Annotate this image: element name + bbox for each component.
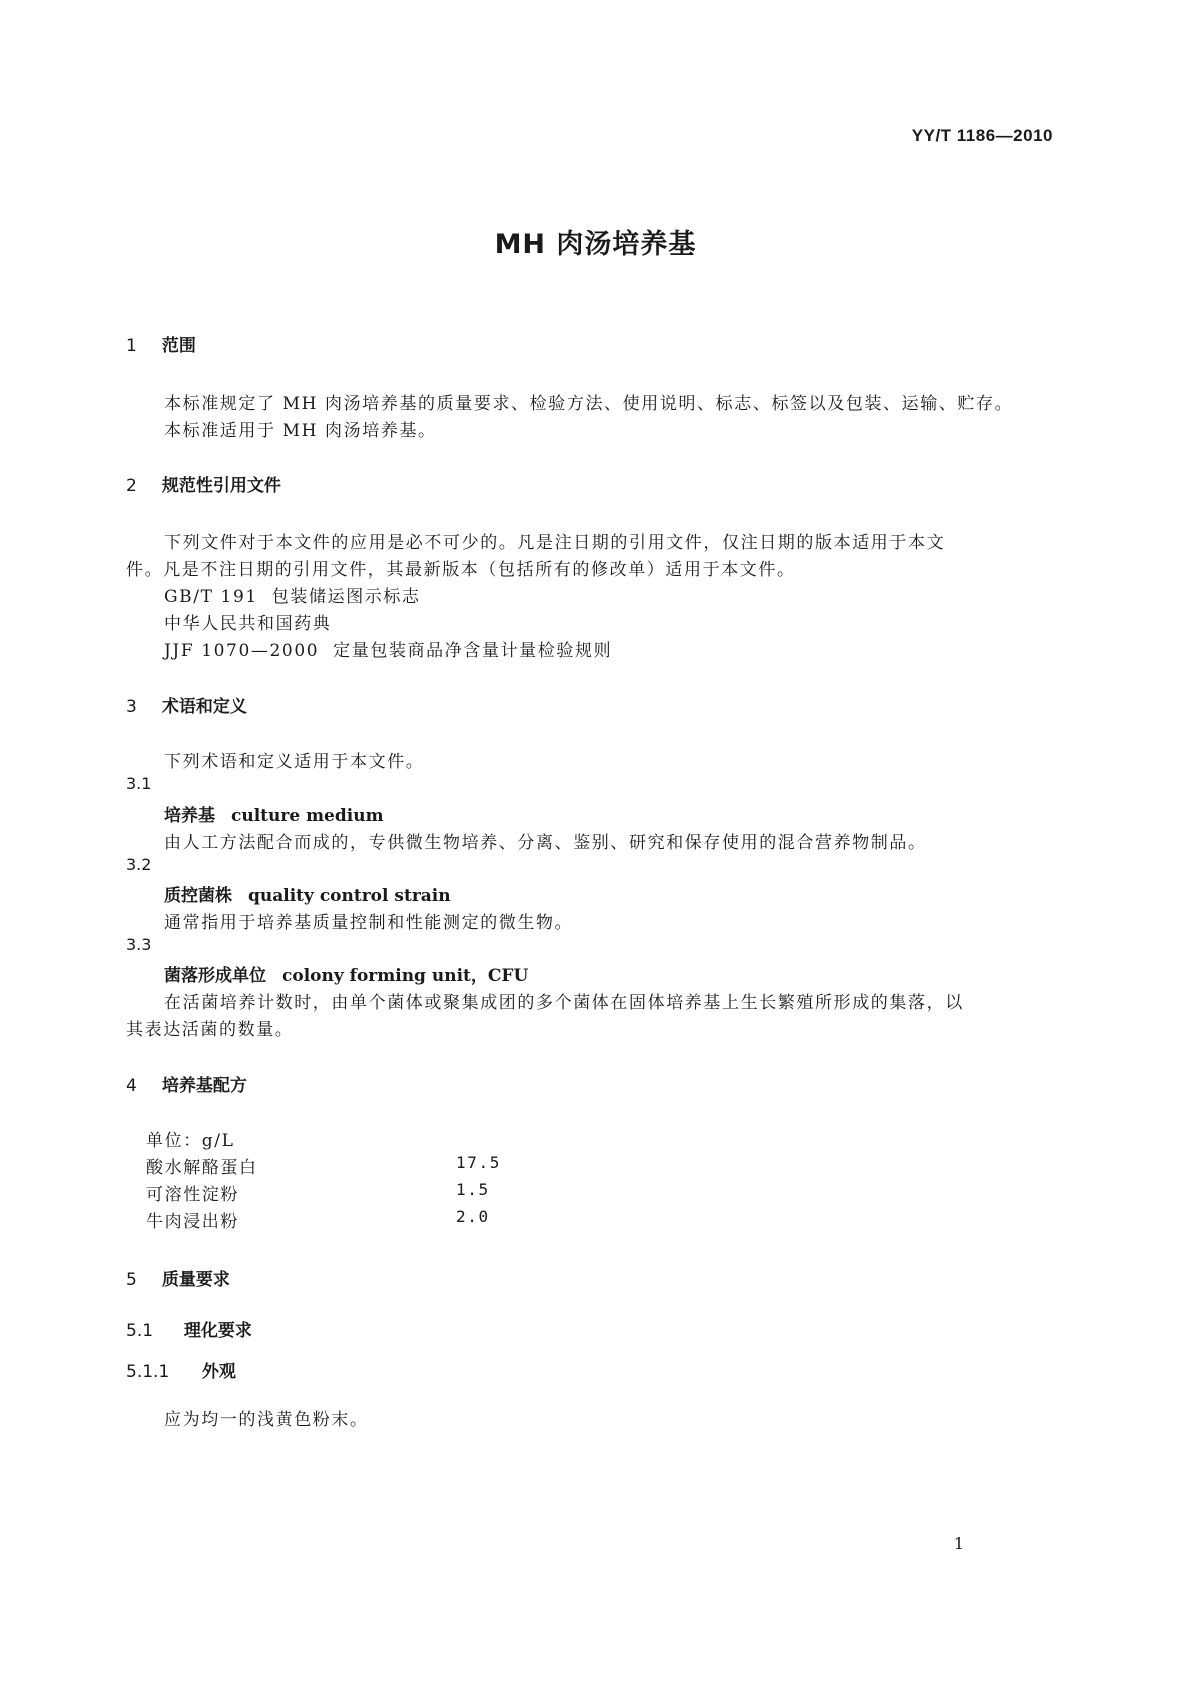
reference-name: 中华人民共和国药典: [164, 614, 332, 634]
formula-row: [146, 1180, 646, 1205]
paragraph: 本标准适用于 MH 肉汤培养基。: [164, 421, 437, 441]
ingredient-name: 牛肉浸出粉: [146, 1212, 239, 1232]
term-definition-cont: 其表达活菌的数量。: [126, 1020, 294, 1040]
term-zh: 培养基: [164, 806, 215, 826]
reference-item: [164, 609, 331, 634]
reference-name: 包装储运图示标志: [271, 587, 421, 607]
term-en: quality control strain: [248, 886, 451, 906]
term-heading: [164, 801, 384, 826]
section-number: 4: [126, 1076, 137, 1096]
section-number: 3: [126, 697, 137, 717]
section-title: 质量要求: [161, 1270, 230, 1290]
section-title: 培养基配方: [161, 1076, 247, 1096]
section-number: 1: [126, 336, 137, 356]
term-definition: 由人工方法配合而成的，专供微生物培养、分离、鉴别、研究和保存使用的混合营养物制品。: [164, 833, 927, 853]
term-number: 3.3: [126, 935, 152, 954]
standard-number: YY/T 1186—2010: [911, 126, 1053, 145]
paragraph: 本标准规定了 MH 肉汤培养基的质量要求、检验方法、使用说明、标志、标签以及包装、运输、贮存。: [164, 394, 1014, 414]
section-number: 2: [126, 476, 137, 496]
section-title: 术语和定义: [161, 697, 247, 717]
page-number: 1: [953, 1534, 964, 1553]
paragraph: 下列文件对于本文件的应用是必不可少的。凡是注日期的引用文件，仅注日期的版本适用于本文: [164, 533, 946, 553]
term-zh: 菌落形成单位: [164, 966, 266, 986]
term-heading: [164, 961, 528, 986]
reference-name: 定量包装商品净含量计量检验规则: [333, 641, 613, 661]
ingredient-name: 可溶性淀粉: [146, 1185, 239, 1205]
formula-unit: 单位：g/L: [146, 1131, 235, 1151]
section-3-heading: [126, 692, 247, 717]
paragraph: 应为均一的浅黄色粉末。: [164, 1410, 369, 1430]
paragraph: 下列术语和定义适用于本文件。: [164, 752, 425, 772]
document-title: MH 肉汤培养基: [494, 229, 697, 260]
section-1-heading: [126, 331, 196, 356]
ingredient-name: 酸水解酪蛋白: [146, 1158, 258, 1178]
term-definition: 在活菌培养计数时，由单个菌体或聚集成团的多个菌体在固体培养基上生长繁殖所形成的集落，以: [164, 993, 964, 1013]
section-number: 5.1.1: [126, 1362, 170, 1382]
term-number: 3.2: [126, 855, 152, 874]
term-en: culture medium: [231, 806, 384, 826]
section-5-1-heading: [126, 1316, 252, 1341]
term-number: 3.1: [126, 774, 152, 793]
reference-code: JJF 1070—2000: [164, 641, 320, 661]
ingredient-value: 17.5: [456, 1153, 501, 1172]
term-heading: [164, 881, 451, 906]
section-title: 理化要求: [183, 1321, 252, 1341]
formula-row: [146, 1153, 646, 1178]
ingredient-value: 2.0: [456, 1207, 490, 1226]
section-2-heading: [126, 471, 281, 496]
section-5-1-1-heading: [126, 1357, 236, 1382]
reference-code: GB/T 191: [164, 587, 258, 607]
term-zh: 质控菌株: [164, 886, 232, 906]
reference-item: [164, 636, 612, 661]
reference-item: [164, 582, 421, 607]
section-title: 范围: [161, 336, 196, 356]
section-number: 5.1: [126, 1321, 154, 1341]
term-definition: 通常指用于培养基质量控制和性能测定的微生物。: [164, 913, 574, 933]
section-number: 5: [126, 1270, 137, 1290]
section-5-heading: [126, 1265, 230, 1290]
term-en: colony forming unit，CFU: [282, 966, 529, 986]
section-4-heading: [126, 1071, 247, 1096]
section-title: 外观: [201, 1362, 236, 1382]
section-title: 规范性引用文件: [161, 476, 281, 496]
formula-row: [146, 1207, 646, 1232]
paragraph: 件。凡是不注日期的引用文件，其最新版本（包括所有的修改单）适用于本文件。: [126, 560, 796, 580]
ingredient-value: 1.5: [456, 1180, 490, 1199]
